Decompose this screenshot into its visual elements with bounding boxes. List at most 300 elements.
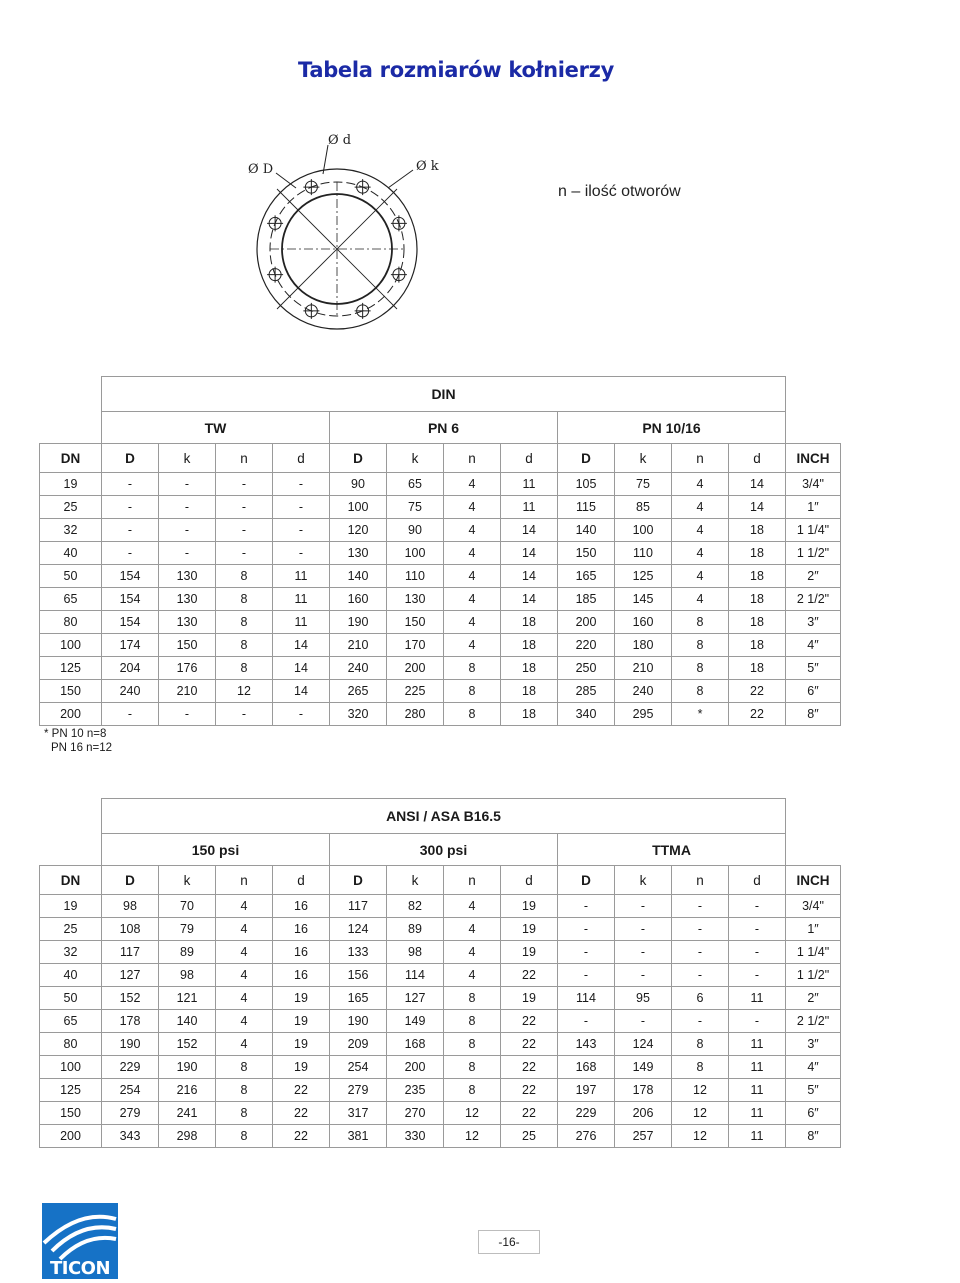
table-cell: 18 — [501, 703, 558, 726]
table-cell: 145 — [615, 588, 672, 611]
table-cell: 19 — [273, 987, 330, 1010]
table-cell: 14 — [273, 634, 330, 657]
table-cell: - — [216, 542, 273, 565]
table-cell: - — [558, 1010, 615, 1033]
table-cell: 80 — [40, 611, 102, 634]
table-cell: 18 — [729, 588, 786, 611]
table-cell: 1 1/4" — [786, 519, 841, 542]
table-cell: 1″ — [786, 918, 841, 941]
page-number: -16- — [478, 1230, 540, 1254]
table-cell: 174 — [102, 634, 159, 657]
column-header: k — [387, 866, 444, 895]
column-header: n — [672, 444, 729, 473]
table-cell: 11 — [501, 496, 558, 519]
table-row — [40, 895, 841, 918]
table-cell: 165 — [330, 987, 387, 1010]
table-cell: 133 — [330, 941, 387, 964]
table-cell: 4 — [444, 588, 501, 611]
table-cell: 6″ — [786, 1102, 841, 1125]
table-cell: 22 — [729, 703, 786, 726]
table-cell: 190 — [159, 1056, 216, 1079]
table-cell: 8 — [216, 611, 273, 634]
table-cell: - — [615, 941, 672, 964]
table-cell: 343 — [102, 1125, 159, 1148]
table-cell: 180 — [615, 634, 672, 657]
holes-legend: n – ilość otworów — [558, 183, 681, 200]
table-cell: - — [216, 496, 273, 519]
table-cell: - — [672, 964, 729, 987]
table-cell: 235 — [387, 1079, 444, 1102]
table-cell: 279 — [330, 1079, 387, 1102]
column-header: DN — [40, 444, 102, 473]
table-cell: 18 — [729, 565, 786, 588]
table-cell: 4″ — [786, 634, 841, 657]
table-cell: 216 — [159, 1079, 216, 1102]
table-cell: 140 — [330, 565, 387, 588]
table-row — [40, 542, 841, 565]
table-cell: - — [159, 703, 216, 726]
ansi-group-300psi: 300 psi — [330, 834, 558, 866]
column-header: d — [501, 444, 558, 473]
din-flange-table — [39, 376, 841, 726]
table-cell: - — [273, 519, 330, 542]
table-cell: 40 — [40, 964, 102, 987]
table-row — [40, 1056, 841, 1079]
table-cell: 170 — [387, 634, 444, 657]
table-cell: 178 — [102, 1010, 159, 1033]
table-cell: - — [216, 519, 273, 542]
table-cell: 160 — [330, 588, 387, 611]
table-cell: 4 — [444, 918, 501, 941]
table-cell: 5″ — [786, 1079, 841, 1102]
table-cell: 18 — [729, 519, 786, 542]
table-cell: 254 — [330, 1056, 387, 1079]
table-cell: 80 — [40, 1033, 102, 1056]
table-cell: 25 — [40, 918, 102, 941]
table-cell: 19 — [501, 941, 558, 964]
table-cell: 100 — [330, 496, 387, 519]
din-group-tw: TW — [102, 412, 330, 444]
table-cell: 210 — [159, 680, 216, 703]
table-cell: 8 — [444, 1010, 501, 1033]
column-header: INCH — [786, 444, 841, 473]
table-cell: 257 — [615, 1125, 672, 1148]
table-cell: 8 — [444, 1033, 501, 1056]
table-cell: 115 — [558, 496, 615, 519]
table-row — [40, 565, 841, 588]
table-cell: 156 — [330, 964, 387, 987]
table-cell: 4 — [444, 611, 501, 634]
table-cell: 3″ — [786, 611, 841, 634]
table-cell: 90 — [387, 519, 444, 542]
table-cell: 150 — [40, 680, 102, 703]
table-cell: 330 — [387, 1125, 444, 1148]
table-cell: 105 — [558, 473, 615, 496]
table-cell: - — [102, 473, 159, 496]
ansi-group-ttma: TTMA — [558, 834, 786, 866]
table-cell: 8 — [672, 657, 729, 680]
table-cell: 3/4" — [786, 473, 841, 496]
table-cell: 154 — [102, 611, 159, 634]
table-cell: 4 — [444, 634, 501, 657]
table-cell: 2″ — [786, 565, 841, 588]
table-cell: 190 — [102, 1033, 159, 1056]
table-cell: 1″ — [786, 496, 841, 519]
table-cell: 2 1/2" — [786, 588, 841, 611]
table-cell: 8 — [216, 1079, 273, 1102]
table-cell: 130 — [330, 542, 387, 565]
table-cell: 150 — [387, 611, 444, 634]
table-cell: 22 — [273, 1125, 330, 1148]
column-header: n — [444, 866, 501, 895]
table-cell: - — [729, 1010, 786, 1033]
table-cell: - — [273, 542, 330, 565]
table-cell: 2″ — [786, 987, 841, 1010]
table-cell: 295 — [615, 703, 672, 726]
table-cell: 65 — [40, 588, 102, 611]
table-cell: 149 — [387, 1010, 444, 1033]
column-header: D — [330, 444, 387, 473]
table-cell: 22 — [501, 1033, 558, 1056]
table-row — [40, 519, 841, 542]
table-cell: 18 — [501, 680, 558, 703]
logo-text: TICON — [49, 1258, 111, 1279]
table-cell: 240 — [615, 680, 672, 703]
table-cell: 168 — [387, 1033, 444, 1056]
ansi-column-header-row — [40, 866, 841, 895]
table-cell: 150 — [159, 634, 216, 657]
table-cell: 19 — [501, 918, 558, 941]
table-cell: 110 — [387, 565, 444, 588]
table-cell: 16 — [273, 941, 330, 964]
table-cell: 200 — [40, 703, 102, 726]
column-header: d — [501, 866, 558, 895]
table-cell: 14 — [501, 588, 558, 611]
table-cell: 12 — [216, 680, 273, 703]
table-cell: 8 — [672, 1033, 729, 1056]
table-cell: 18 — [729, 657, 786, 680]
table-cell: 8 — [444, 1079, 501, 1102]
table-cell: 12 — [672, 1125, 729, 1148]
table-row — [40, 634, 841, 657]
table-cell: 16 — [273, 918, 330, 941]
table-cell: 6″ — [786, 680, 841, 703]
table-cell: 2 1/2" — [786, 1010, 841, 1033]
pn-footnote — [44, 727, 112, 755]
table-cell: 210 — [330, 634, 387, 657]
table-cell: 204 — [102, 657, 159, 680]
table-cell: - — [102, 542, 159, 565]
column-header: d — [729, 866, 786, 895]
table-cell: 154 — [102, 588, 159, 611]
table-cell: - — [558, 895, 615, 918]
table-cell: 11 — [273, 588, 330, 611]
table-cell: - — [102, 703, 159, 726]
table-cell: 121 — [159, 987, 216, 1010]
flange-diagram — [238, 128, 458, 348]
table-cell: 14 — [501, 565, 558, 588]
table-cell: 317 — [330, 1102, 387, 1125]
ansi-group-150psi: 150 psi — [102, 834, 330, 866]
table-cell: 11 — [273, 611, 330, 634]
pn10-note: * PN 10 n=8 — [44, 728, 107, 740]
column-header: n — [444, 444, 501, 473]
table-cell: - — [729, 918, 786, 941]
column-header: INCH — [786, 866, 841, 895]
table-cell: 225 — [387, 680, 444, 703]
table-cell: 8″ — [786, 1125, 841, 1148]
table-cell: 22 — [501, 1010, 558, 1033]
table-cell: 276 — [558, 1125, 615, 1148]
table-cell: 190 — [330, 611, 387, 634]
table-cell: 4 — [216, 1010, 273, 1033]
table-cell: 190 — [330, 1010, 387, 1033]
table-row — [40, 1079, 841, 1102]
table-cell: 19 — [273, 1010, 330, 1033]
table-cell: 209 — [330, 1033, 387, 1056]
table-cell: 1 1/2" — [786, 964, 841, 987]
table-cell: 241 — [159, 1102, 216, 1125]
table-row — [40, 1033, 841, 1056]
table-cell: 210 — [615, 657, 672, 680]
table-row — [40, 657, 841, 680]
table-cell: 82 — [387, 895, 444, 918]
table-cell: 1 1/2" — [786, 542, 841, 565]
table-cell: 22 — [501, 1102, 558, 1125]
table-cell: 197 — [558, 1079, 615, 1102]
table-cell: 19 — [273, 1033, 330, 1056]
column-header: n — [216, 866, 273, 895]
table-cell: 100 — [615, 519, 672, 542]
table-cell: 280 — [387, 703, 444, 726]
table-cell: 11 — [729, 1033, 786, 1056]
table-row — [40, 703, 841, 726]
table-cell: 11 — [273, 565, 330, 588]
table-cell: 14 — [501, 542, 558, 565]
table-cell: 4 — [672, 496, 729, 519]
table-cell: 4 — [444, 964, 501, 987]
table-cell: 127 — [387, 987, 444, 1010]
table-cell: 4 — [216, 987, 273, 1010]
table-cell: 254 — [102, 1079, 159, 1102]
table-cell: 11 — [729, 1056, 786, 1079]
table-cell: 130 — [387, 588, 444, 611]
table-cell: - — [672, 941, 729, 964]
column-header: n — [672, 866, 729, 895]
table-cell: 12 — [672, 1079, 729, 1102]
table-cell: - — [216, 473, 273, 496]
table-cell: 4 — [216, 1033, 273, 1056]
table-cell: 285 — [558, 680, 615, 703]
table-cell: 279 — [102, 1102, 159, 1125]
table-cell: 19 — [501, 895, 558, 918]
table-cell: 8 — [216, 657, 273, 680]
table-cell: 19 — [40, 895, 102, 918]
table-cell: 12 — [672, 1102, 729, 1125]
page-title: Tabela rozmiarów kołnierzy — [298, 58, 614, 82]
table-cell: 4 — [672, 519, 729, 542]
table-cell: 125 — [40, 1079, 102, 1102]
table-cell: 108 — [102, 918, 159, 941]
table-cell: 79 — [159, 918, 216, 941]
table-cell: 1 1/4" — [786, 941, 841, 964]
table-cell: 240 — [102, 680, 159, 703]
table-row — [40, 1102, 841, 1125]
table-cell: - — [558, 941, 615, 964]
table-cell: - — [159, 473, 216, 496]
table-cell: 3″ — [786, 1033, 841, 1056]
table-cell: 154 — [102, 565, 159, 588]
din-caption: DIN — [102, 377, 786, 412]
table-row — [40, 918, 841, 941]
table-cell: 65 — [387, 473, 444, 496]
table-cell: 19 — [273, 1056, 330, 1079]
table-cell: 32 — [40, 941, 102, 964]
table-cell: 4 — [216, 941, 273, 964]
table-cell: 18 — [501, 657, 558, 680]
table-cell: 89 — [387, 918, 444, 941]
table-cell: 14 — [729, 473, 786, 496]
diameter-d-label: Ø d — [328, 133, 352, 148]
table-cell: 11 — [729, 1125, 786, 1148]
table-cell: 16 — [273, 895, 330, 918]
table-row — [40, 680, 841, 703]
table-cell: 165 — [558, 565, 615, 588]
diameter-k-label: Ø k — [416, 159, 439, 174]
column-header: d — [273, 866, 330, 895]
column-header: k — [615, 444, 672, 473]
table-cell: 340 — [558, 703, 615, 726]
column-header: D — [558, 444, 615, 473]
table-cell: 11 — [729, 1102, 786, 1125]
table-cell: 4 — [672, 588, 729, 611]
table-cell: 229 — [102, 1056, 159, 1079]
column-header: k — [159, 444, 216, 473]
table-cell: 95 — [615, 987, 672, 1010]
table-cell: - — [558, 964, 615, 987]
table-cell: 4 — [444, 473, 501, 496]
column-header: d — [273, 444, 330, 473]
table-cell: - — [615, 895, 672, 918]
table-row — [40, 941, 841, 964]
table-cell: - — [273, 473, 330, 496]
table-cell: 149 — [615, 1056, 672, 1079]
table-row — [40, 473, 841, 496]
table-cell: 4 — [444, 895, 501, 918]
table-cell: - — [729, 941, 786, 964]
table-cell: 70 — [159, 895, 216, 918]
table-cell: 50 — [40, 565, 102, 588]
table-cell: - — [615, 964, 672, 987]
column-header: d — [729, 444, 786, 473]
ticon-logo — [42, 1203, 118, 1279]
table-cell: 130 — [159, 611, 216, 634]
table-cell: 140 — [159, 1010, 216, 1033]
table-cell: 160 — [615, 611, 672, 634]
table-cell: 168 — [558, 1056, 615, 1079]
table-cell: 89 — [159, 941, 216, 964]
table-cell: 206 — [615, 1102, 672, 1125]
column-header: k — [387, 444, 444, 473]
table-cell: 11 — [729, 987, 786, 1010]
table-cell: 16 — [273, 964, 330, 987]
ansi-flange-table — [39, 798, 841, 1148]
table-cell: 4 — [444, 496, 501, 519]
table-cell: 22 — [501, 964, 558, 987]
table-cell: 11 — [729, 1079, 786, 1102]
table-cell: 152 — [102, 987, 159, 1010]
pn16-note: PN 16 n=12 — [51, 742, 113, 754]
table-cell: 14 — [273, 657, 330, 680]
table-cell: 140 — [558, 519, 615, 542]
table-cell: 8 — [216, 634, 273, 657]
table-cell: 8 — [672, 1056, 729, 1079]
table-cell: 200 — [387, 657, 444, 680]
table-cell: 98 — [159, 964, 216, 987]
table-cell: 8 — [672, 611, 729, 634]
column-header: n — [216, 444, 273, 473]
table-cell: 220 — [558, 634, 615, 657]
table-cell: 124 — [615, 1033, 672, 1056]
table-cell: 25 — [501, 1125, 558, 1148]
table-cell: 25 — [40, 496, 102, 519]
table-cell: 117 — [102, 941, 159, 964]
table-cell: 12 — [444, 1102, 501, 1125]
table-cell: 117 — [330, 895, 387, 918]
table-cell: 22 — [501, 1079, 558, 1102]
table-cell: 8 — [444, 657, 501, 680]
table-cell: 14 — [501, 519, 558, 542]
table-cell: 32 — [40, 519, 102, 542]
table-cell: 8″ — [786, 703, 841, 726]
table-cell: - — [672, 1010, 729, 1033]
table-cell: 4 — [216, 964, 273, 987]
table-cell: 4 — [672, 542, 729, 565]
table-cell: 130 — [159, 588, 216, 611]
ansi-caption: ANSI / ASA B16.5 — [102, 799, 786, 834]
din-group-pn6: PN 6 — [330, 412, 558, 444]
table-cell: 120 — [330, 519, 387, 542]
table-cell: 75 — [615, 473, 672, 496]
table-cell: 22 — [273, 1102, 330, 1125]
table-cell: 100 — [40, 1056, 102, 1079]
table-cell: - — [729, 964, 786, 987]
table-cell: - — [216, 703, 273, 726]
table-cell: 98 — [387, 941, 444, 964]
table-row — [40, 496, 841, 519]
table-cell: 8 — [672, 634, 729, 657]
table-cell: - — [273, 703, 330, 726]
table-cell: - — [615, 918, 672, 941]
table-cell: 75 — [387, 496, 444, 519]
table-cell: 11 — [501, 473, 558, 496]
table-cell: 14 — [273, 680, 330, 703]
table-cell: 65 — [40, 1010, 102, 1033]
table-cell: 114 — [558, 987, 615, 1010]
table-cell: 8 — [444, 987, 501, 1010]
table-cell: 4 — [444, 565, 501, 588]
diameter-D-label: Ø D — [248, 162, 274, 177]
table-cell: 4 — [672, 565, 729, 588]
table-cell: 298 — [159, 1125, 216, 1148]
table-row — [40, 964, 841, 987]
table-cell: 8 — [672, 680, 729, 703]
table-cell: 265 — [330, 680, 387, 703]
table-cell: 4 — [444, 519, 501, 542]
table-cell: 178 — [615, 1079, 672, 1102]
table-cell: - — [102, 496, 159, 519]
table-cell: - — [672, 918, 729, 941]
